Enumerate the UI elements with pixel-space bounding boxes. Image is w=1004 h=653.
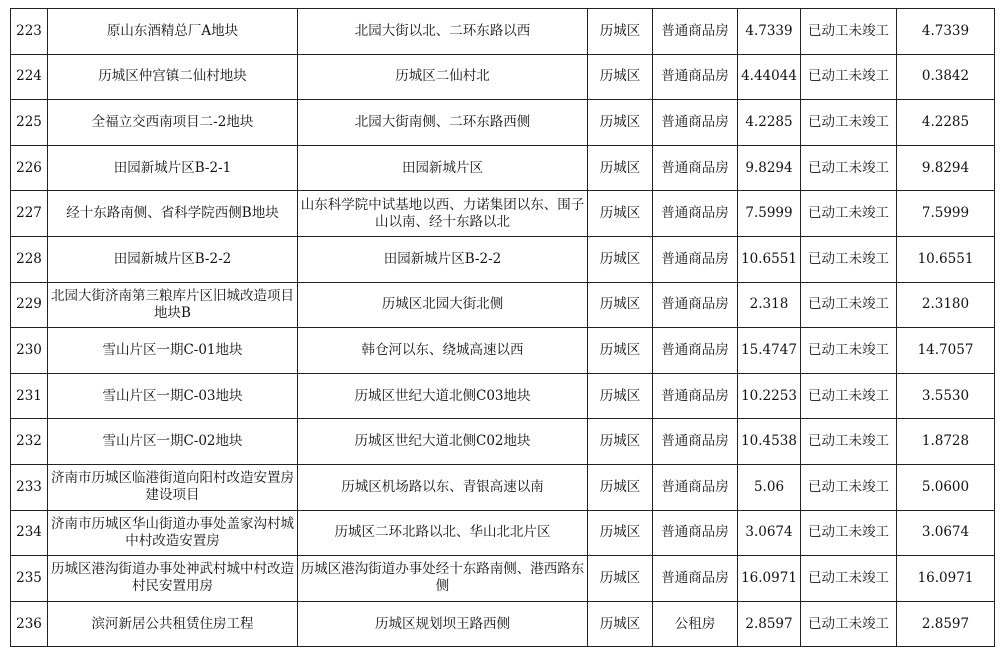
table-row [11, 510, 995, 556]
project-name-cell: 历城区港沟街道办事处神武村城中村改造村民安置用房 [48, 556, 298, 602]
row-number-cell: 236 [11, 601, 48, 647]
project-location-cell: 田园新城片区B-2-2 [298, 236, 588, 282]
remaining-area-cell: 1.8728 [897, 419, 995, 465]
remaining-area-cell: 4.7339 [897, 9, 995, 55]
project-name-cell: 全福立交西南项目二-2地块 [48, 100, 298, 146]
total-area-cell: 10.4538 [738, 419, 801, 465]
table-row [11, 328, 995, 374]
project-name-cell: 济南市历城区华山街道办事处盖家沟村城中村改造安置房 [48, 510, 298, 556]
district-cell: 历城区 [588, 9, 653, 55]
table-row [11, 145, 995, 191]
remaining-area-cell: 4.2285 [897, 100, 995, 146]
district-cell: 历城区 [588, 464, 653, 510]
remaining-area-cell: 16.0971 [897, 556, 995, 602]
project-name-cell: 历城区仲宫镇二仙村地块 [48, 54, 298, 100]
construction-status-cell: 已动工未竣工 [801, 54, 897, 100]
total-area-cell: 9.8294 [738, 145, 801, 191]
project-name-cell: 滨河新居公共租赁住房工程 [48, 601, 298, 647]
construction-status-cell: 已动工未竣工 [801, 328, 897, 374]
row-number-cell: 232 [11, 419, 48, 465]
row-number-cell: 233 [11, 464, 48, 510]
district-cell: 历城区 [588, 510, 653, 556]
housing-type-cell: 普通商品房 [653, 54, 738, 100]
row-number-cell: 228 [11, 236, 48, 282]
project-location-cell: 历城区世纪大道北侧C03地块 [298, 373, 588, 419]
housing-type-cell: 普通商品房 [653, 556, 738, 602]
project-name-cell: 北园大街济南第三粮库片区旧城改造项目地块B [48, 282, 298, 328]
district-cell: 历城区 [588, 145, 653, 191]
table-row [11, 100, 995, 146]
project-location-cell: 山东科学院中试基地以西、力诺集团以东、围子山以南、经十东路以北 [298, 191, 588, 237]
project-location-cell: 历城区北园大街北侧 [298, 282, 588, 328]
construction-status-cell: 已动工未竣工 [801, 419, 897, 465]
remaining-area-cell: 10.6551 [897, 236, 995, 282]
project-name-cell: 经十东路南侧、省科学院西侧B地块 [48, 191, 298, 237]
table-row [11, 236, 995, 282]
construction-status-cell: 已动工未竣工 [801, 9, 897, 55]
land-parcel-table [10, 8, 995, 647]
row-number-cell: 223 [11, 9, 48, 55]
district-cell: 历城区 [588, 191, 653, 237]
total-area-cell: 7.5999 [738, 191, 801, 237]
housing-type-cell: 普通商品房 [653, 464, 738, 510]
remaining-area-cell: 2.8597 [897, 601, 995, 647]
total-area-cell: 10.6551 [738, 236, 801, 282]
district-cell: 历城区 [588, 328, 653, 374]
table-row [11, 601, 995, 647]
district-cell: 历城区 [588, 419, 653, 465]
table-row [11, 282, 995, 328]
total-area-cell: 10.2253 [738, 373, 801, 419]
row-number-cell: 226 [11, 145, 48, 191]
housing-type-cell: 普通商品房 [653, 9, 738, 55]
housing-type-cell: 普通商品房 [653, 282, 738, 328]
district-cell: 历城区 [588, 236, 653, 282]
table-row [11, 191, 995, 237]
table-row [11, 464, 995, 510]
construction-status-cell: 已动工未竣工 [801, 236, 897, 282]
construction-status-cell: 已动工未竣工 [801, 601, 897, 647]
project-location-cell: 历城区世纪大道北侧C02地块 [298, 419, 588, 465]
construction-status-cell: 已动工未竣工 [801, 282, 897, 328]
project-location-cell: 北园大街南侧、二环东路西侧 [298, 100, 588, 146]
table-row [11, 419, 995, 465]
remaining-area-cell: 3.0674 [897, 510, 995, 556]
total-area-cell: 4.2285 [738, 100, 801, 146]
construction-status-cell: 已动工未竣工 [801, 510, 897, 556]
housing-type-cell: 公租房 [653, 601, 738, 647]
table-row [11, 373, 995, 419]
housing-type-cell: 普通商品房 [653, 419, 738, 465]
project-name-cell: 雪山片区一期C-03地块 [48, 373, 298, 419]
total-area-cell: 15.4747 [738, 328, 801, 374]
total-area-cell: 3.0674 [738, 510, 801, 556]
housing-type-cell: 普通商品房 [653, 373, 738, 419]
remaining-area-cell: 7.5999 [897, 191, 995, 237]
row-number-cell: 230 [11, 328, 48, 374]
project-location-cell: 历城区二环北路以北、华山北北片区 [298, 510, 588, 556]
district-cell: 历城区 [588, 373, 653, 419]
project-name-cell: 田园新城片区B-2-2 [48, 236, 298, 282]
construction-status-cell: 已动工未竣工 [801, 191, 897, 237]
district-cell: 历城区 [588, 100, 653, 146]
construction-status-cell: 已动工未竣工 [801, 145, 897, 191]
construction-status-cell: 已动工未竣工 [801, 100, 897, 146]
row-number-cell: 234 [11, 510, 48, 556]
row-number-cell: 231 [11, 373, 48, 419]
district-cell: 历城区 [588, 556, 653, 602]
total-area-cell: 4.44044 [738, 54, 801, 100]
remaining-area-cell: 9.8294 [897, 145, 995, 191]
construction-status-cell: 已动工未竣工 [801, 373, 897, 419]
district-cell: 历城区 [588, 54, 653, 100]
row-number-cell: 235 [11, 556, 48, 602]
total-area-cell: 16.0971 [738, 556, 801, 602]
remaining-area-cell: 3.5530 [897, 373, 995, 419]
project-name-cell: 原山东酒精总厂A地块 [48, 9, 298, 55]
housing-type-cell: 普通商品房 [653, 236, 738, 282]
district-cell: 历城区 [588, 282, 653, 328]
construction-status-cell: 已动工未竣工 [801, 556, 897, 602]
project-name-cell: 雪山片区一期C-01地块 [48, 328, 298, 374]
row-number-cell: 225 [11, 100, 48, 146]
housing-type-cell: 普通商品房 [653, 100, 738, 146]
row-number-cell: 224 [11, 54, 48, 100]
remaining-area-cell: 2.3180 [897, 282, 995, 328]
project-name-cell: 田园新城片区B-2-1 [48, 145, 298, 191]
district-cell: 历城区 [588, 601, 653, 647]
table-row [11, 556, 995, 602]
total-area-cell: 2.318 [738, 282, 801, 328]
project-location-cell: 韩仓河以东、绕城高速以西 [298, 328, 588, 374]
remaining-area-cell: 5.0600 [897, 464, 995, 510]
row-number-cell: 227 [11, 191, 48, 237]
remaining-area-cell: 0.3842 [897, 54, 995, 100]
project-location-cell: 历城区港沟街道办事处经十东路南侧、港西路东侧 [298, 556, 588, 602]
project-name-cell: 济南市历城区临港街道向阳村改造安置房建设项目 [48, 464, 298, 510]
project-location-cell: 历城区机场路以东、青银高速以南 [298, 464, 588, 510]
total-area-cell: 5.06 [738, 464, 801, 510]
remaining-area-cell: 14.7057 [897, 328, 995, 374]
total-area-cell: 4.7339 [738, 9, 801, 55]
project-name-cell: 雪山片区一期C-02地块 [48, 419, 298, 465]
project-location-cell: 北园大街以北、二环东路以西 [298, 9, 588, 55]
row-number-cell: 229 [11, 282, 48, 328]
total-area-cell: 2.8597 [738, 601, 801, 647]
table-row [11, 9, 995, 55]
housing-type-cell: 普通商品房 [653, 191, 738, 237]
housing-type-cell: 普通商品房 [653, 328, 738, 374]
housing-type-cell: 普通商品房 [653, 510, 738, 556]
project-location-cell: 历城区二仙村北 [298, 54, 588, 100]
project-location-cell: 田园新城片区 [298, 145, 588, 191]
project-location-cell: 历城区规划坝王路西侧 [298, 601, 588, 647]
table-row [11, 54, 995, 100]
construction-status-cell: 已动工未竣工 [801, 464, 897, 510]
table-body [11, 9, 995, 647]
housing-type-cell: 普通商品房 [653, 145, 738, 191]
